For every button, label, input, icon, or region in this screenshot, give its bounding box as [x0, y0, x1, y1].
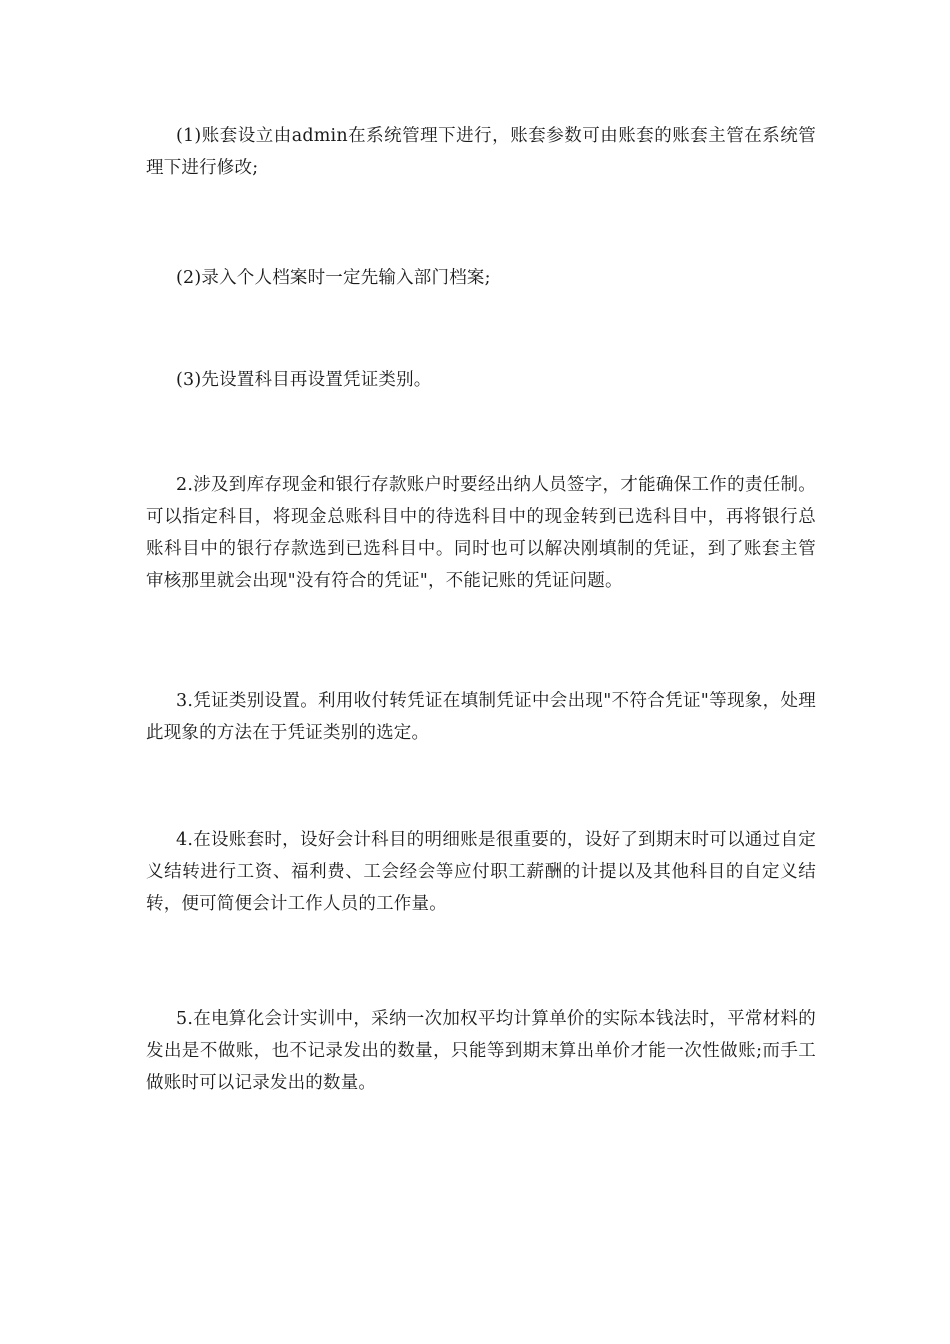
- paragraph-1: (1)账套设立由admin在系统管理下进行，账套参数可由账套的账套主管在系统管理下进行修改;: [146, 126, 816, 178]
- paragraph-3: (3)先设置科目再设置凭证类别。: [176, 370, 432, 390]
- paragraph-7: 5.在电算化会计实训中，采纳一次加权平均计算单价的实际本钱法时，平常材料的发出是不做账，也不记录发出的数量，只能等到期末算出单价才能一次性做账;而手工做账时可以记录发出的数量。: [146, 1009, 816, 1093]
- paragraph-5: 3.凭证类别设置。利用收付转凭证在填制凭证中会出现"不符合凭证"等现象，处理此现象的方法在于凭证类别的选定。: [146, 691, 816, 743]
- paragraph-2: (2)录入个人档案时一定先输入部门档案;: [176, 268, 491, 288]
- paragraph-4: 2.涉及到库存现金和银行存款账户时要经出纳人员签字，才能确保工作的责任制。可以指定科目，将现金总账科目中的待选科目中的现金转到已选科目中，再将银行总账科目中的银行存款选到已选科目中。同时也可以解决刚填制的凭证，到了账套主管审核那里就会出现"没有符合的凭证"，不能记账的凭证问题。: [146, 475, 816, 591]
- paragraph-6: 4.在设账套时，设好会计科目的明细账是很重要的，设好了到期末时可以通过自定义结转进行工资、福利费、工会经会等应付职工薪酬的计提以及其他科目的自定义结转，便可简便会计工作人员的工作量。: [146, 830, 816, 914]
